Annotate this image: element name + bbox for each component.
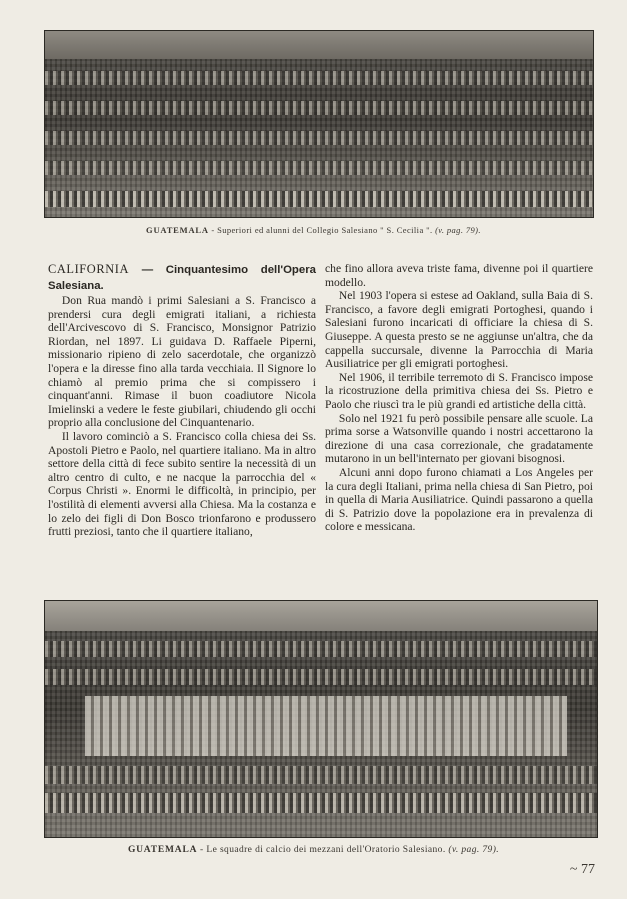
article-heading [48,262,316,294]
article-column-left [48,262,316,539]
photo-row [45,71,593,85]
photo-row [45,766,597,784]
photo-row [45,669,597,685]
photo-row [45,131,593,145]
caption-reference: (v. pag. 79). [448,845,500,855]
heading-title: — Cinquantesimo dell'Opera Salesiana. [48,264,316,292]
group-photo-top [44,30,594,218]
caption-text: - Le squadre di calcio dei mezzani dell'Oratorio Salesiano. [197,845,449,855]
photo-row [45,641,597,657]
page-number: ~ 77 [569,862,595,877]
caption-reference: (v. pag. 79). [435,225,481,235]
paragraph: Alcuni anni dopo furono chiamati a Los Angeles per la cura degli Italiani, prima nella chiesa di San Pietro, poi in quella di Maria Ausiliatrice. Quindi passarono a quella di S. Patrizio dove la popolazione era in prevalenza di colore e messicana. [325,465,593,534]
photo-row [45,161,593,175]
caption-place: GUATEMALA [146,225,209,235]
paragraph: che fino allora aveva triste fama, divenne poi il quartiere modello. [325,262,593,289]
paragraph: Il lavoro cominciò a S. Francisco colla chiesa dei Ss. Apostoli Pietro e Paolo, nel quartiere italiano. Ma in altro settore della città di fece subito sentire la necessità di un altro centro di culto, e ne nacque la parrocchia del « Corpus Christi ». Enormi le difficoltà, in principio, per l'ostilità di elementi avversi alla Chiesa. Ma la costanza e lo zelo dei figli di Don Bosco trionfarono e produssero frutti preziosi, tanto che il quartiere italiano, [48,429,316,539]
paragraph: Don Rua mandò i primi Salesiani a S. Francisco a prendersi cura degli emigrati italiani, a richiesta dell'Arcivescovo di S. Francisco, Monsignor Patrizio Riordan, nel 1897. Li guidava D. Raffaele Piperni, missionario ripieno di zelo sacerdotale, che organizzò l'opera e la diresse fino alla tarda vecchiaia. Il Signore lo chiamò al premio prima che si compissero i cinquant'anni. Rimase il buon coadiutore Nicola Imielinski a vedere le feste giubilari, chiudendo gli occhi proprio alla conclusione del Cinquantenario. [48,294,316,430]
paragraph: Nel 1903 l'opera si estese ad Oakland, sulla Baia di S. Francisco, a favore degli emigrati Portoghesi, quando i Salesiani furono incaricati di officiare la chiesa di S. Giuseppe. A questa presto se ne aggiunse un'altra, che da cappella succursale, divenne la Parrocchia di Maria Ausiliatrice per gli emigrati portoghesi. [325,289,593,371]
photo-background [45,31,593,59]
photo-caption-bottom [0,845,627,855]
caption-place: GUATEMALA [127,845,198,855]
photo-background [45,601,597,631]
heading-region: CALIFORNIA [48,262,130,276]
article-column-right [325,262,593,534]
photo-caption-top [0,225,627,235]
group-photo-bottom [44,600,598,838]
photo-row [45,191,593,207]
photo-row [85,696,567,756]
paragraph: Nel 1906, il terribile terremoto di S. Francisco impose la ricostruzione della primitiva chiesa dei Ss. Pietro e Paolo che riuscì tra le più grandi ed artistiche della città. [325,370,593,411]
caption-text: - Superiori ed alunni del Collegio Salesiano " S. Cecilia ". [208,225,436,235]
photo-row [45,793,597,813]
photo-row [45,101,593,115]
paragraph: Solo nel 1921 fu però possibile pensare alle scuole. La prima sorse a Watsonville quando i nostri accettarono la direzione di una casa correzionale, che gradatamente mutarono in un bell'internato per giovani bisognosi. [325,411,593,466]
